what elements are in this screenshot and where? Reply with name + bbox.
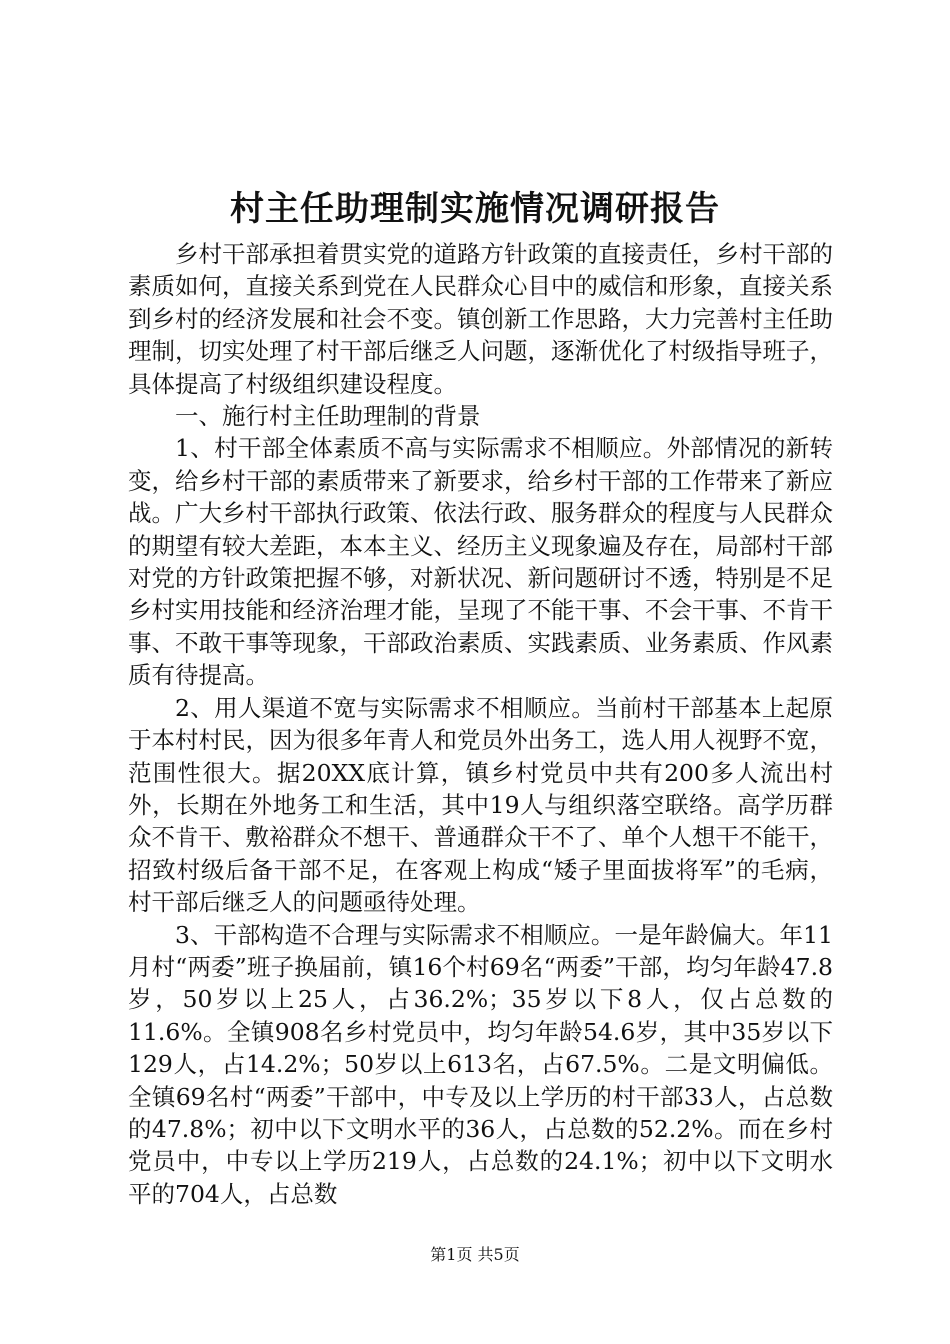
section-heading-background: 一、施行村主任助理制的背景 [175,402,481,431]
paragraph-point-1: 1、村干部全体素质不高与实际需求不相顺应。外部情况的新转变，给乡村干部的素质带来了新要求，给乡村干部的工作带来了新应战。广大乡村干部执行政策、依法行政、服务群众的程度与人民群众的期望有较大差距，本本主义、经历主义现象遍及存在，局部村干部对党的方针政策把握不够，对新状况、新问题研讨不透，特别是不足乡村实用技能和经济治理才能，呈现了不能干事、不会干事、不肯干事、不敢干事等现象，干部政治素质、实践素质、业务素质、作风素质有待提高。 [128,434,833,690]
document-title: 村主任助理制实施情况调研报告 [230,189,720,229]
page-number-footer: 第1页 共5页 [430,1245,520,1264]
paragraph-intro: 乡村干部承担着贯实党的道路方针政策的直接责任，乡村干部的素质如何，直接关系到党在人民群众心目中的威信和形象，直接关系到乡村的经济发展和社会不变。镇创新工作思路，大力完善村主任助理制，切实处理了村干部后继乏人问题，逐渐优化了村级指导班子，具体提高了村级组织建设程度。 [128,240,833,398]
document-body [128,238,833,1210]
paragraph-point-2: 2、用人渠道不宽与实际需求不相顺应。当前村干部基本上起原于本村村民，因为很多年青人和党员外出务工，选人用人视野不宽，范围性很大。据20XX底计算，镇乡村党员中共有200多人流出村外，长期在外地务工和生活，其中19人与组织落空联络。高学历群众不肯干、敷裕群众不想干、普通群众干不了、单个人想干不能干，招致村级后备干部不足，在客观上构成“矮子里面拔将军”的毛病，村干部后继乏人的问题亟待处理。 [128,693,833,917]
paragraph-point-3: 3、干部构造不合理与实际需求不相顺应。一是年龄偏大。年11月村“两委”班子换届前，镇16个村69名“两委”干部，均匀年龄47.8岁，50岁以上25人，占36.2%；35岁以下8人，仅占总数的11.6%。全镇908名乡村党员中，均匀年龄54.6岁，其中35岁以下129人，占14.2%；50岁以上613名，占67.5%。二是文明偏低。全镇69名村“两委”干部中，中专及以上学历的村干部33人，占总数的47.8%；初中以下文明水平的36人，占总数的52.2%。而在乡村党员中，中专以上学历219人，占总数的24.1%；初中以下文明水平的704人，占总数 [128,920,833,1208]
